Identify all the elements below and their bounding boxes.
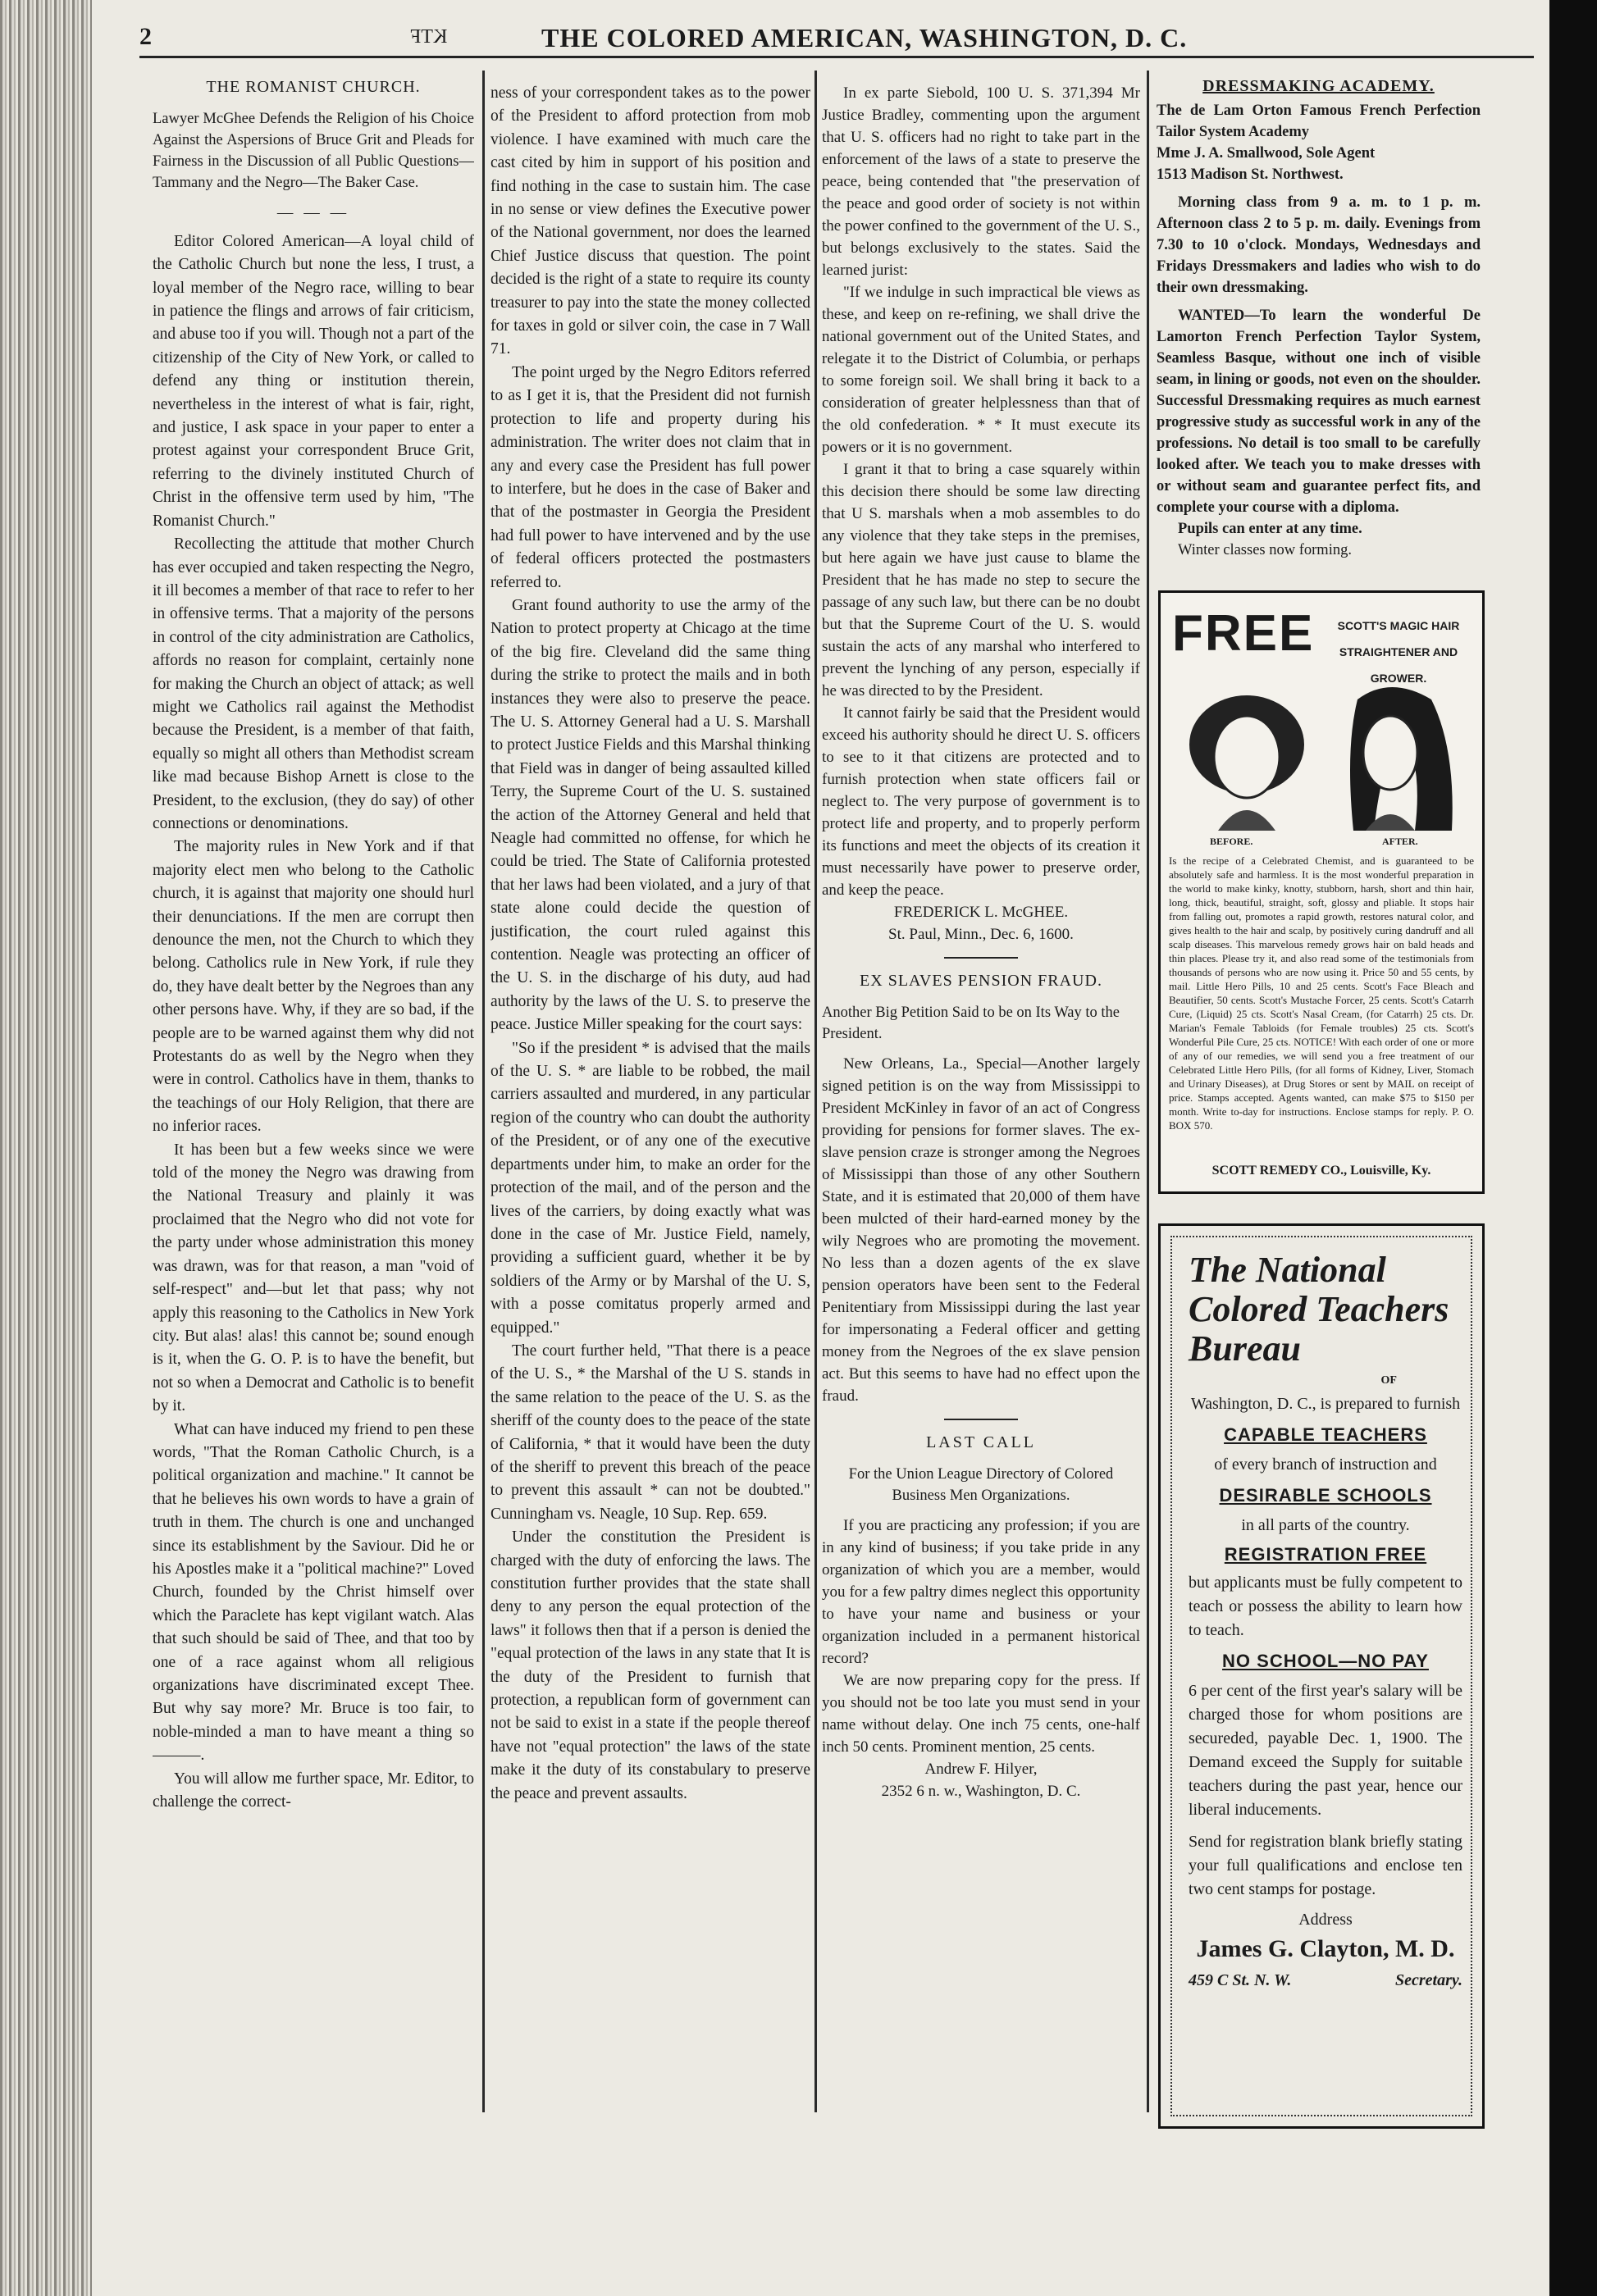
bureau-text: in all parts of the country. <box>1241 1516 1410 1534</box>
before-after-portrait-icon <box>1169 667 1474 839</box>
article-subhead: Lawyer McGhee Defends the Religion of his Choice Against the Aspersions of Bruce Grit and Pleads for Fairness in the Discussion of all Public Questions—Tammany and the Negro—The Baker Case. <box>153 111 474 192</box>
paragraph: ness of your correspondent takes as to the power of the President to afford protection from mob violence. I have examined with much care the cast cited by him in support of his position and find nothing in the case to sustain him. The case in no sense or view defines the Executive power of the National government, nor does the learned Chief Justice discuss that question. The point decided is the right of a state to require its county treasurer to pay into the state the money collected for taxes in gold or silver coin, the case in 7 Wall 71. <box>491 84 810 358</box>
column-rule <box>482 71 485 2112</box>
column-rule <box>1147 71 1149 2112</box>
teachers-bureau-ad <box>1158 1223 1485 2129</box>
ad-text: The de Lam Orton Famous French Perfection Tailor System Academy <box>1157 102 1481 140</box>
bureau-address-label: Address <box>1298 1911 1353 1929</box>
separator <box>944 957 1018 959</box>
paragraph: It cannot fairly be said that the President would exceed his authority should he direct U. S. officers to see to it that citizens are protected and to furnish protection when state officers fail or neglect to. The very purpose of government is to protect life and property, and to properly perform its functions and meet the objects of its creation it must necessarily have power to preserve order, and keep the peace. <box>822 704 1140 899</box>
bureau-street: 459 C St. N. W. <box>1189 1971 1292 1989</box>
signature-name: Andrew F. Hilyer, <box>924 1761 1038 1778</box>
bureau-secretary: Secretary. <box>1394 1971 1462 1989</box>
bureau-text: 6 per cent of the first year's salary will be charged those for whom positions are secureded, payable Dec. 1, 1900. The Demand exceed the Supply for suitable teachers during the past year, hence our liberal inducements. <box>1189 1682 1462 1819</box>
column-rule <box>814 71 817 2112</box>
paragraph: "If we indulge in such impractical ble views as these, and keep on re-refining, we shall drive the national government out of the United States, and relegate it to the District of Columbia, or perhaps to some foreign soil. We shall bring it back to a consideration of greater helplessness than that of the old confederation. * * It must execute its powers or it is no government. <box>822 284 1140 456</box>
paragraph: Recollecting the attitude that mother Church has ever occupied and taken respecting the Negro, it ill becomes a member of that race to refer to her in offensive terms. That a majority of the persons in control of the city administration are Catholics, affords no reason for complaint, certainly none for making the Church an object of attack; as well might we Catholics rail against the Methodist because the President, is a member of that faith, equally so might all others than Methodist scream like mad because Bishop Arnett is close to the President, to the exclusion, (they do say) of other connections or denominations. <box>153 535 474 832</box>
page-binding <box>0 0 92 2296</box>
ad-text: Winter classes now forming. <box>1178 542 1352 558</box>
column-1 <box>153 75 474 2125</box>
bureau-title: The National Colored Teachers Bureau <box>1189 1250 1449 1369</box>
paragraph: We are now preparing copy for the press. If you should not be too late you must send in your name without delay. One inch 75 cents, one-half inch 50 cents. Prominent mention, 25 cents. <box>822 1672 1140 1756</box>
hair-grower-ad <box>1158 590 1485 1194</box>
column-2 <box>491 82 810 2132</box>
paragraph: Under the constitution the President is charged with the duty of enforcing the laws. The constitution further provides that the state shall deny to any person the equal protection of the laws" it follows then that if a person is denied the "equal protection of the laws in any state that It is the duty of the President to furnish that protection, a republican form of government can not be said to exist in a state if the people thereof have not "equal protection" the laws of the state make it the duty of its constabulary to preserve the peace and prevent assaults. <box>491 1528 810 1802</box>
paragraph: The point urged by the Negro Editors referred to as I get it is, that the President did not furnish protection to life and property during his administration. The writer does not claim that in any and every case the President has full power to interfere, but he does in the case of Baker and that of the postmaster in Georgia the President had full power to have intervened and by the use of federal officers protected the postmasters referred to. <box>491 363 810 591</box>
paragraph: In ex parte Siebold, 100 U. S. 371,394 Mr Justice Bradley, commenting upon the argument that U. S. officers had no right to take part in the enforcement of the laws of a state to preserve the peace, being contended that "the preservation of the peace and good order of society is not within the power confined to the government of the U. S., but belongs exclusively to the states. Said the learned jurist: <box>822 84 1140 279</box>
signature-place: 2352 6 n. w., Washington, D. C. <box>881 1783 1081 1800</box>
ad-footer: SCOTT REMEDY CO., Louisville, Ky. <box>1211 1164 1431 1178</box>
ad-text: Pupils can enter at any time. <box>1178 521 1362 537</box>
ad-text: Morning class from 9 a. m. to 1 p. m. Afternoon class 2 to 5 p. m. daily. Evenings from 7.30 to 10 o'clock. Mondays, Wednesdays and Fridays Dressmakers and ladies who wish to do their own dressmaking. <box>1157 194 1481 296</box>
scan-edge <box>1549 0 1597 2296</box>
desirable-schools: DESIRABLE SCHOOLS <box>1219 1485 1432 1506</box>
page-header <box>139 23 1534 58</box>
column-3 <box>822 82 1140 2132</box>
article-subhead: For the Union League Directory of Colored Business Men Organizations. <box>848 1466 1114 1504</box>
ad-product-title: SCOTT'S MAGIC HAIR STRAIGHTENER AND GROWER. <box>1337 619 1460 685</box>
bureau-text: Send for registration blank briefly stating your full qualifications and enclose ten two cent stamps for postage. <box>1189 1833 1462 1898</box>
article-title: LAST CALL <box>926 1433 1036 1451</box>
bureau-city: Washington, D. C., is prepared to furnish <box>1190 1395 1461 1413</box>
signature-name: FREDERICK L. McGHEE. <box>893 904 1069 921</box>
mirror-text: KTF <box>410 26 448 48</box>
after-label: AFTER. <box>1382 836 1418 847</box>
paragraph: It has been but a few weeks since we were told of the money the Negro was drawing from the National Treasury and plainly it was proclaimed that the Negro who did not vote for the party under whose administration this money was drawn, was for that reason, a man "void of self-respect" and—but let that pass; why not apply this reasoning to the Catholics in New York city. But alas! alas! this cannot be; sound enough is it, when the G. O. P. is to have the benefit, but not so when a Democrat and Catholic is to benefit by it. <box>153 1141 474 1415</box>
page-number: 2 <box>139 23 152 50</box>
bureau-text: but applicants must be fully competent to teach or possess the ability to learn how to teach. <box>1189 1574 1462 1639</box>
paragraph: If you are practicing any profession; if you are in any kind of business; if you take pride in any organization of which you are a member, would you for a few paltry dimes neglect this opportunity to have your name and business or your organization included in a permanent historical record? <box>822 1517 1140 1667</box>
bureau-name: James G. Clayton, M. D. <box>1196 1935 1455 1962</box>
ad-title: DRESSMAKING ACADEMY. <box>1202 77 1435 95</box>
paragraph: I grant it that to bring a case squarely within this decision there should be some law directing that U S. marshals when a mob assembles to do any violence that they take steps in the premises, but here again we have just cause to blame the President that he has made no step to secure the passage of any such law, but there can be no doubt but that the Supreme Court of the U. S. would sustain the acts of any marshal who interfered to prevent the lynching of any person, especially if he was directed to by the President. <box>822 461 1140 699</box>
separator <box>944 1419 1018 1420</box>
paragraph: The majority rules in New York and if that majority elect men who belong to the Catholic church, it is against that majority one should hurl their denunciations. If the men are corrupt then denounce the men, not the Church to which they belong. Catholics rule in New York, if rule they do, they have dealt better by the Negroes than any other persons have. Why, if they are so bad, if the people are to be warned against them why did not Protestants do as well by the Negro when they were in control. Catholics have in them, thanks to the teachings of our Holy Religion, that there are no inferior races. <box>153 838 474 1136</box>
paragraph: Grant found authority to use the army of the Nation to protect property at Chicago at the time of the big fire. Cleveland did the same thing during the strike to protect the mails and in both instances they were also to preserve the peace. The U. S. Attorney General had a U. S. Marshall to protect Justice Fields and this Marshal thinking that Field was in danger of being assaulted killed Terry, the Supreme Court of the U. S. sustained the action of the Attorney General and held that Neagle had committed no offense, for which he could be tried. The State of California protested that her laws had been violated, and a jury of that state alone could decide the question of justification, the court ruled against this contention. Neagle was protecting an officer of the U. S. in the discharge of his duty, aud had authority by the laws of the U. S. to preserve the peace. Justice Miller speaking for the court says: <box>491 596 810 1034</box>
bureau-of: OF <box>1380 1374 1397 1387</box>
ad-free-heading: FREE <box>1172 605 1315 662</box>
article-title: EX SLAVES PENSION FRAUD. <box>860 972 1102 990</box>
ad-content <box>1189 1250 1462 1993</box>
divider-dash: — — — <box>276 204 350 222</box>
ad-body: Is the recipe of a Celebrated Chemist, and is guaranteed to be absolutely safe and harmless. It is the most wonderful preparation in the world to make kinky, knotty, stubborn, harsh, short and thin hair, long, thick, beautiful, straight, soft, glossy and pliable. It stops hair from falling out, promotes a rapid growth, restores natural color, and gives health to the hair and scalp, by positively curing dandruff and all scalp diseases. This marvelous remedy grows hair on bald heads and thin places. Please try it, and also read some of the testimonials from thousands of persons who are now using it. Price 50 and 55 cents, by mail. Little Hero Pills, 10 and 25 cents. Scott's Face Bleach and Beautifier, 50 cents. Scott's Mustache Forcer, 25 cents. Scott's Catarrh Cure, (Liquid) 25 cts. Scott's Nasal Cream, (for Catarrh) 25 cts. Dr. Marian's Female Tabloids (for Female troubles) 25 cts. Scott's Wonderful Pile Cure, 25 cts. NOTICE! With each order of one or more of any of our remedies, we will send you a free treatment of our Celebrated Little Hero Pills, (for all forms of Kidney, Liver, Stomach and Urinary Diseases), at Drug Stores or sent by MAIL on receipt of price. Stamps accepted. Agents wanted, can make $75 to $150 per month. Write to-day for instructions. Enclose stamps for reply. P. O. BOX 570. <box>1169 854 1474 1132</box>
registration-free: REGISTRATION FREE <box>1224 1544 1427 1565</box>
capable-teachers: CAPABLE TEACHERS <box>1224 1424 1427 1445</box>
signature-place: St. Paul, Minn., Dec. 6, 1600. <box>888 926 1074 943</box>
dressmaking-ad <box>1157 75 1481 584</box>
paragraph: The court further held, "That there is a peace of the U. S., * the Marshal of the U S. stands in the same relation to the peace of the U. S. as the sheriff of the county does to the peace of the state of California, * that it would have been the duty of the sheriff to prevent this breach of the peace to prevent this assault * can not be doubted." Cunningham vs. Neagle, 10 Sup. Rep. 659. <box>491 1342 810 1523</box>
ad-text: 1513 Madison St. Northwest. <box>1157 166 1344 183</box>
paragraph: What can have induced my friend to pen these words, "That the Roman Catholic Church, is a political organization and machine." It cannot be that he believes his own words to have a grain of truth in them. The church is one and unchanged since its establishment by the Saviour. Did he or his Apostles make it a "political machine?" Loved Church, founded by the Christ himself over which the Paraclete has kept vigilant watch. Alas that such should be said of Thee, and that too by one of a race against whom all religious organizations have discriminated except Thee. But why say more? Mr. Bruce is too fair, to noble-minded a man to have meant a thing so———. <box>153 1420 474 1765</box>
paragraph: Editor Colored American—A loyal child of the Catholic Church but none the less, I trust, a loyal member of the Negro race, willing to bear in patience the flings and arrows of fair criticism, and abuse too if you will. Though not a part of the citizenship of the City of New York, or called to defend any thing or institution therein, nevertheless in the interest of what is fair, right, and justice, I ask space in your paper to enter a protest against your correspondent Bruce Grit, referring to the divinely instituted Church of Christ in the offensive term used by him, "The Romanist Church." <box>153 232 474 530</box>
article-subhead: Another Big Petition Said to be on Its Way to the President. <box>822 1004 1120 1042</box>
bureau-text: of every branch of instruction and <box>1214 1456 1437 1474</box>
article-title: THE ROMANIST CHURCH. <box>206 78 421 96</box>
ad-text: WANTED—To learn the wonderful De Lamorton French Perfection Taylor System, Seamless Basque, without one inch of visible seam, in lining or goods, not even on the shoulder. Successful Dressmaking requires as much earnest progressive study as successful work in any of the professions. No detail is too small to be carefully looked after. We teach you to make dresses with or without seam and guarantee perfect fits, and complete your course with a diploma. <box>1157 308 1481 516</box>
before-label: BEFORE. <box>1210 836 1253 847</box>
no-school-no-pay: NO SCHOOL—NO PAY <box>1222 1651 1429 1671</box>
paragraph: You will allow me further space, Mr. Editor, to challenge the correct- <box>153 1770 474 1811</box>
paragraph: "So if the president * is advised that the mails of the U. S. * are liable to be robbed, the mail carriers assaulted and murdered, in any particular region of the country who can doubt the authority of the President, or of any one of the executive departments under him, to make an order for the protection of the mail, and of the person and the lives of the carriers, by doing exactly what was done in the case of Mr. Justice Field, namely, providing a sufficient guard, whether it be by soldiers of the Army or by Marshal of the U. S, with a posse comitatus properly armed and equipped." <box>491 1039 810 1337</box>
paragraph: New Orleans, La., Special—Another largely signed petition is on the way from Mississippi to President McKinley in favor of an act of Congress providing for pensions for former slaves. The ex-slave pension craze is stronger among the Negroes of Mississippi than those of any other Southern State, and it is estimated that 20,000 of them have been mulcted of their hard-earned money by the wily Negroes who are promoting the movement. No less than a dozen agents of the ex slave pension operators have been sent to the Federal Penitentiary from Mississippi during the last year for impersonating a Federal officer and getting money from the Negroes of the ex slave pension act. But this seems to have had no effect upon the fraud. <box>822 1055 1140 1405</box>
ad-text: Mme J. A. Smallwood, Sole Agent <box>1157 145 1376 162</box>
masthead: THE COLORED AMERICAN, WASHINGTON, D. C. <box>541 23 1188 52</box>
bureau-signoff <box>1189 1969 1462 1993</box>
